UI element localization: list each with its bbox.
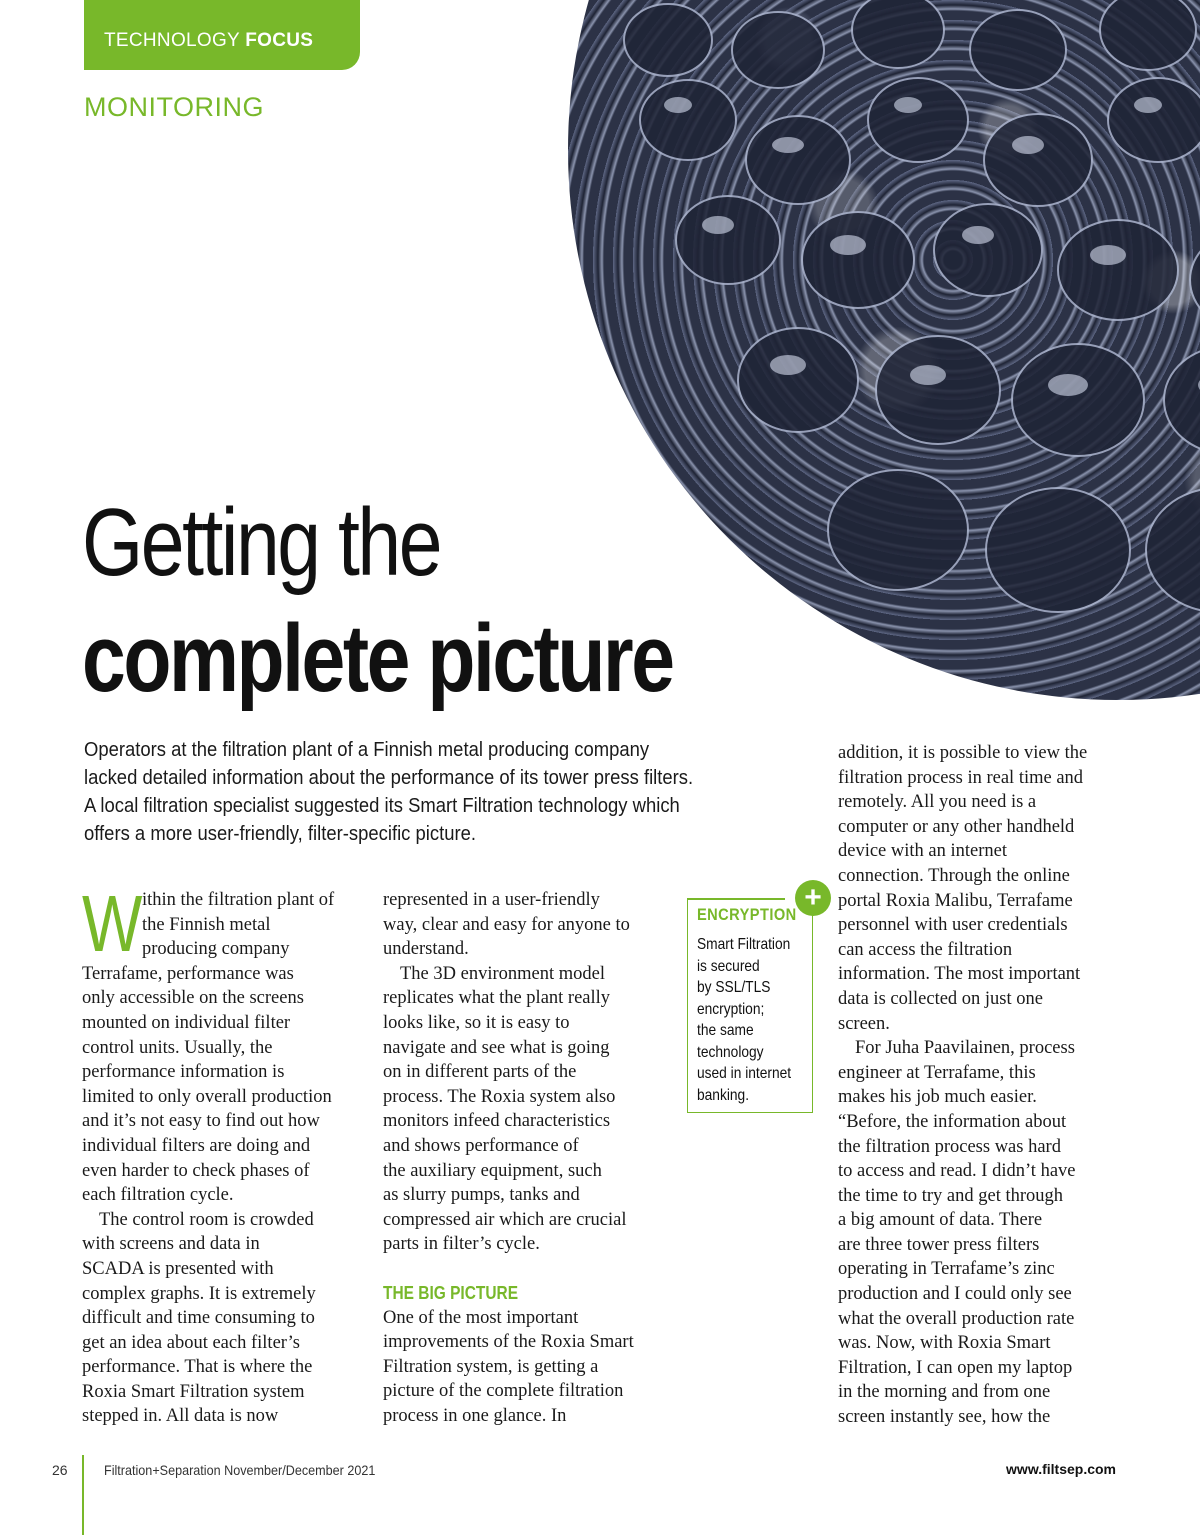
- body-line: mounted on individual filter: [82, 1012, 291, 1033]
- tab-emphasis: FOCUS: [245, 30, 314, 51]
- body-line: compressed air which are crucial: [383, 1209, 627, 1230]
- section-label: MONITORING: [84, 92, 264, 122]
- body-line: only accessible on the screens: [82, 988, 304, 1009]
- body-line: screen instantly see, how the: [838, 1407, 1051, 1428]
- body-line: The control room is crowded: [99, 1209, 314, 1230]
- sidebar-line: is secured: [697, 957, 760, 975]
- body-line: portal Roxia Malibu, Terrafame: [838, 890, 1073, 911]
- body-line: complex graphs. It is extremely: [82, 1283, 316, 1304]
- body-line: on in different parts of the: [383, 1062, 577, 1083]
- article-column-1: [82, 888, 367, 1429]
- body-line: process. The Roxia system also: [383, 1086, 616, 1107]
- body-line: Filtration, I can open my laptop: [838, 1357, 1073, 1378]
- standfirst-line: Operators at the filtration plant of a Finnish metal producing company: [84, 738, 650, 761]
- body-line: understand.: [383, 939, 469, 960]
- body-line: get an idea about each filter’s: [82, 1332, 300, 1353]
- body-line: parts in filter’s cycle.: [383, 1234, 540, 1255]
- pellet-texture: [568, 0, 1200, 700]
- article-column-4: [838, 741, 1123, 1430]
- body-line: producing company: [142, 939, 290, 960]
- body-line: to access and read. I didn’t have: [838, 1161, 1076, 1182]
- sidebar-top-rule: [687, 898, 785, 900]
- body-line: addition, it is possible to view the: [838, 743, 1088, 763]
- standfirst-line: A local filtration specialist suggested its Smart Filtration technology which: [84, 794, 680, 817]
- sidebar-line: Smart Filtration: [697, 936, 791, 953]
- article-column-2: [383, 888, 668, 1428]
- body-line: screen.: [838, 1013, 890, 1034]
- headline-line-2: complete picture: [82, 605, 673, 712]
- body-line: Filtration system, is getting a: [383, 1356, 599, 1377]
- body-line: remotely. All you need is a: [838, 792, 1037, 813]
- subheading: THE BIG PICTURE: [383, 1282, 519, 1303]
- section-tab-label: [104, 30, 313, 52]
- body-line: even harder to check phases of: [82, 1160, 310, 1181]
- body-line: replicates what the plant really: [383, 988, 611, 1009]
- body-line: in the morning and from one: [838, 1382, 1051, 1403]
- body-line: One of the most important: [383, 1307, 579, 1328]
- body-line: filtration process in real time and: [838, 767, 1084, 788]
- sidebar-title: ENCRYPTION: [697, 905, 797, 924]
- body-line: and shows performance of: [383, 1135, 579, 1156]
- body-line: ithin the filtration plant of: [142, 890, 335, 910]
- website-link[interactable]: www.filtsep.com: [1006, 1461, 1116, 1477]
- sidebar-line: encryption;: [697, 1000, 765, 1018]
- standfirst-line: lacked detailed information about the performance of its tower press filters.: [84, 766, 694, 789]
- body-line: limited to only overall production: [82, 1086, 332, 1107]
- body-line: monitors infeed characteristics: [383, 1111, 611, 1132]
- body-line: the Finnish metal: [142, 914, 271, 935]
- section-tab: [82, 0, 360, 70]
- body-line: difficult and time consuming to: [82, 1308, 315, 1329]
- body-line: performance. That is where the: [82, 1357, 313, 1378]
- body-line: makes his job much easier.: [838, 1087, 1037, 1108]
- body-line: production and I could only see: [838, 1284, 1072, 1305]
- body-line: control units. Usually, the: [82, 1037, 273, 1058]
- body-line: performance information is: [82, 1062, 285, 1083]
- body-line: stepped in. All data is now: [82, 1406, 279, 1427]
- tab-prefix: TECHNOLOGY: [104, 30, 240, 51]
- body-line: The 3D environment model: [400, 963, 605, 984]
- body-line: computer or any other handheld: [838, 816, 1075, 837]
- sidebar-line: used in internet: [697, 1065, 792, 1082]
- standfirst-line: offers a more user-friendly, filter-specific picture.: [84, 822, 477, 845]
- plus-icon: +: [795, 880, 831, 916]
- sidebar-body: [697, 934, 817, 1106]
- publication-line: Filtration+Separation November/December 2021: [104, 1462, 376, 1478]
- body-line: are three tower press filters: [838, 1234, 1040, 1255]
- body-line: as slurry pumps, tanks and: [383, 1185, 580, 1206]
- body-line: individual filters are doing and: [82, 1135, 311, 1156]
- metal-pellets-photo: [568, 0, 1200, 700]
- body-line: improvements of the Roxia Smart: [383, 1332, 634, 1353]
- body-line: with screens and data in: [82, 1234, 260, 1255]
- standfirst: [84, 736, 804, 848]
- footer-rule: [82, 1455, 84, 1535]
- body-line: data is collected on just one: [838, 988, 1043, 1009]
- body-line: the filtration process was hard: [838, 1136, 1061, 1157]
- body-line: represented in a user-friendly: [383, 890, 600, 910]
- body-line: was. Now, with Roxia Smart: [838, 1333, 1051, 1354]
- page-number: 26: [52, 1462, 68, 1478]
- body-line: the time to try and get through: [838, 1185, 1064, 1206]
- body-line: “Before, the information about: [838, 1111, 1067, 1132]
- body-line: SCADA is presented with: [82, 1258, 274, 1279]
- body-line: picture of the complete filtration: [383, 1381, 624, 1402]
- body-line: can access the filtration: [838, 939, 1013, 960]
- body-line: process in one glance. In: [383, 1405, 567, 1426]
- body-line: navigate and see what is going: [383, 1037, 610, 1058]
- body-line: connection. Through the online: [838, 865, 1070, 886]
- sidebar-line: by SSL/TLS: [697, 979, 771, 996]
- body-line: For Juha Paavilainen, process: [855, 1038, 1075, 1059]
- body-line: engineer at Terrafame, this: [838, 1062, 1036, 1083]
- body-line: what the overall production rate: [838, 1308, 1075, 1329]
- body-line: personnel with user credentials: [838, 915, 1068, 936]
- body-line: looks like, so it is easy to: [383, 1012, 570, 1033]
- body-line: each filtration cycle.: [82, 1185, 234, 1206]
- body-line: Roxia Smart Filtration system: [82, 1381, 305, 1402]
- body-line: device with an internet: [838, 841, 1008, 862]
- sidebar-line: the same: [697, 1022, 754, 1039]
- body-line: way, clear and easy for anyone to: [383, 914, 630, 935]
- tab-edge: [82, 0, 84, 70]
- body-line: a big amount of data. There: [838, 1210, 1043, 1231]
- sidebar-line: banking.: [697, 1086, 750, 1104]
- body-line: operating in Terrafame’s zinc: [838, 1259, 1055, 1280]
- drop-cap: W: [82, 879, 143, 968]
- body-line: the auxiliary equipment, such: [383, 1160, 602, 1181]
- sidebar-line: technology: [697, 1043, 764, 1061]
- headline-line-1: Getting the: [82, 489, 441, 596]
- body-line: and it’s not easy to find out how: [82, 1111, 320, 1132]
- body-line: information. The most important: [838, 964, 1081, 985]
- body-line: Terrafame, performance was: [82, 963, 294, 984]
